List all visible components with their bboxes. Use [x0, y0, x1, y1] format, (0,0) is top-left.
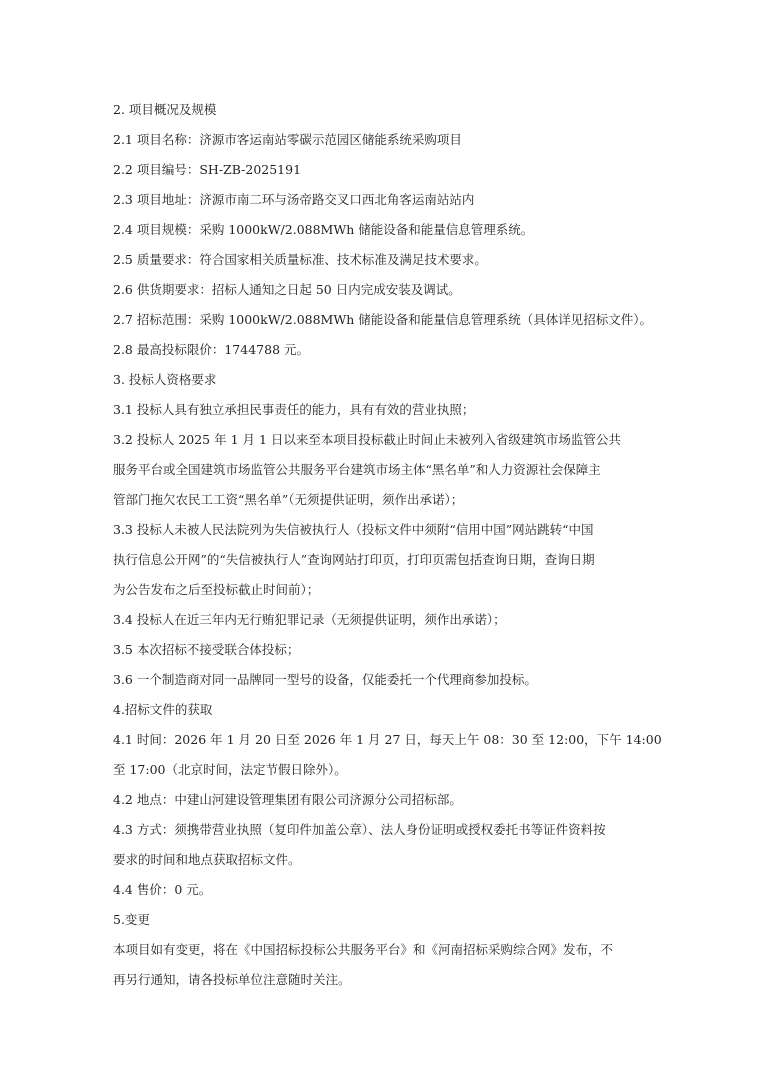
text-line: 3.5 本次招标不接受联合体投标；	[113, 642, 300, 657]
document-body	[113, 95, 662, 995]
text-line: 至 17:00（北京时间，法定节假日除外）。	[113, 762, 347, 777]
text-line: 管部门拖欠农民工工资“黑名单”（无须提供证明，须作出承诺）；	[113, 492, 464, 507]
text-line: 本项目如有变更，将在《中国招标投标公共服务平台》和《河南招标采购综合网》发布，不	[113, 942, 614, 957]
text-line: 4.4 售价：0 元。	[113, 882, 212, 897]
text-line: 4.3 方式：须携带营业执照（复印件加盖公章）、法人身份证明或授权委托书等证件资料按	[113, 822, 606, 837]
section-heading-obtaining-documents: 4.招标文件的获取	[113, 702, 213, 717]
text-line: 2.8 最高投标限价：1744788 元。	[113, 342, 309, 357]
text-line: 2.6 供货期要求：招标人通知之日起 50 日内完成安装及调试。	[113, 282, 461, 297]
text-line: 3.3 投标人未被人民法院列为失信被执行人（投标文件中须附“信用中国”网站跳转“中国	[113, 522, 594, 537]
text-line: 3.6 一个制造商对同一品牌同一型号的设备，仅能委托一个代理商参加投标。	[113, 672, 537, 687]
text-line: 4.2 地点：中建山河建设管理集团有限公司济源分公司招标部。	[113, 792, 462, 807]
section-heading-changes: 5.变更	[113, 912, 150, 927]
text-line: 执行信息公开网”的“失信被执行人”查询网站打印页，打印页需包括查询日期，查询日期	[113, 552, 595, 567]
text-line: 3.1 投标人具有独立承担民事责任的能力，具有有效的营业执照；	[113, 402, 475, 417]
text-line: 3.2 投标人 2025 年 1 月 1 日以来至本项目投标截止时间止未被列入省级建筑市场监管公共	[113, 432, 621, 447]
text-line: 2.7 招标范围：采购 1000kW/2.088MWh 储能设备和能量信息管理系统（具体详见招标文件）。	[113, 312, 652, 327]
text-line: 服务平台或全国建筑市场监管公共服务平台建筑市场主体“黑名单”和人力资源社会保障主	[113, 462, 601, 477]
text-line: 为公告发布之后至投标截止时间前）；	[113, 582, 320, 597]
text-line: 2.2 项目编号：SH-ZB-2025191	[113, 162, 302, 177]
text-line: 2.4 项目规模：采购 1000kW/2.088MWh 储能设备和能量信息管理系统。	[113, 222, 534, 237]
text-line: 2.3 项目地址：济源市南二环与汤帝路交叉口西北角客运南站站内	[113, 192, 475, 207]
text-line: 3.4 投标人在近三年内无行贿犯罪记录（无须提供证明，须作出承诺）；	[113, 612, 506, 627]
text-line: 2.1 项目名称：济源市客运南站零碳示范园区储能系统采购项目	[113, 132, 462, 147]
text-line: 2.5 质量要求：符合国家相关质量标准、技术标准及满足技术要求。	[113, 252, 487, 267]
section-heading-bidder-qualifications: 3. 投标人资格要求	[113, 372, 217, 387]
text-line: 要求的时间和地点获取招标文件。	[113, 852, 301, 867]
text-line: 4.1 时间：2026 年 1 月 20 日至 2026 年 1 月 27 日，每天上午 08：30 至 12:00，下午 14:00	[113, 732, 662, 747]
text-line: 再另行通知，请各投标单位注意随时关注。	[113, 972, 351, 987]
section-heading-project-overview: 2. 项目概况及规模	[113, 102, 217, 117]
